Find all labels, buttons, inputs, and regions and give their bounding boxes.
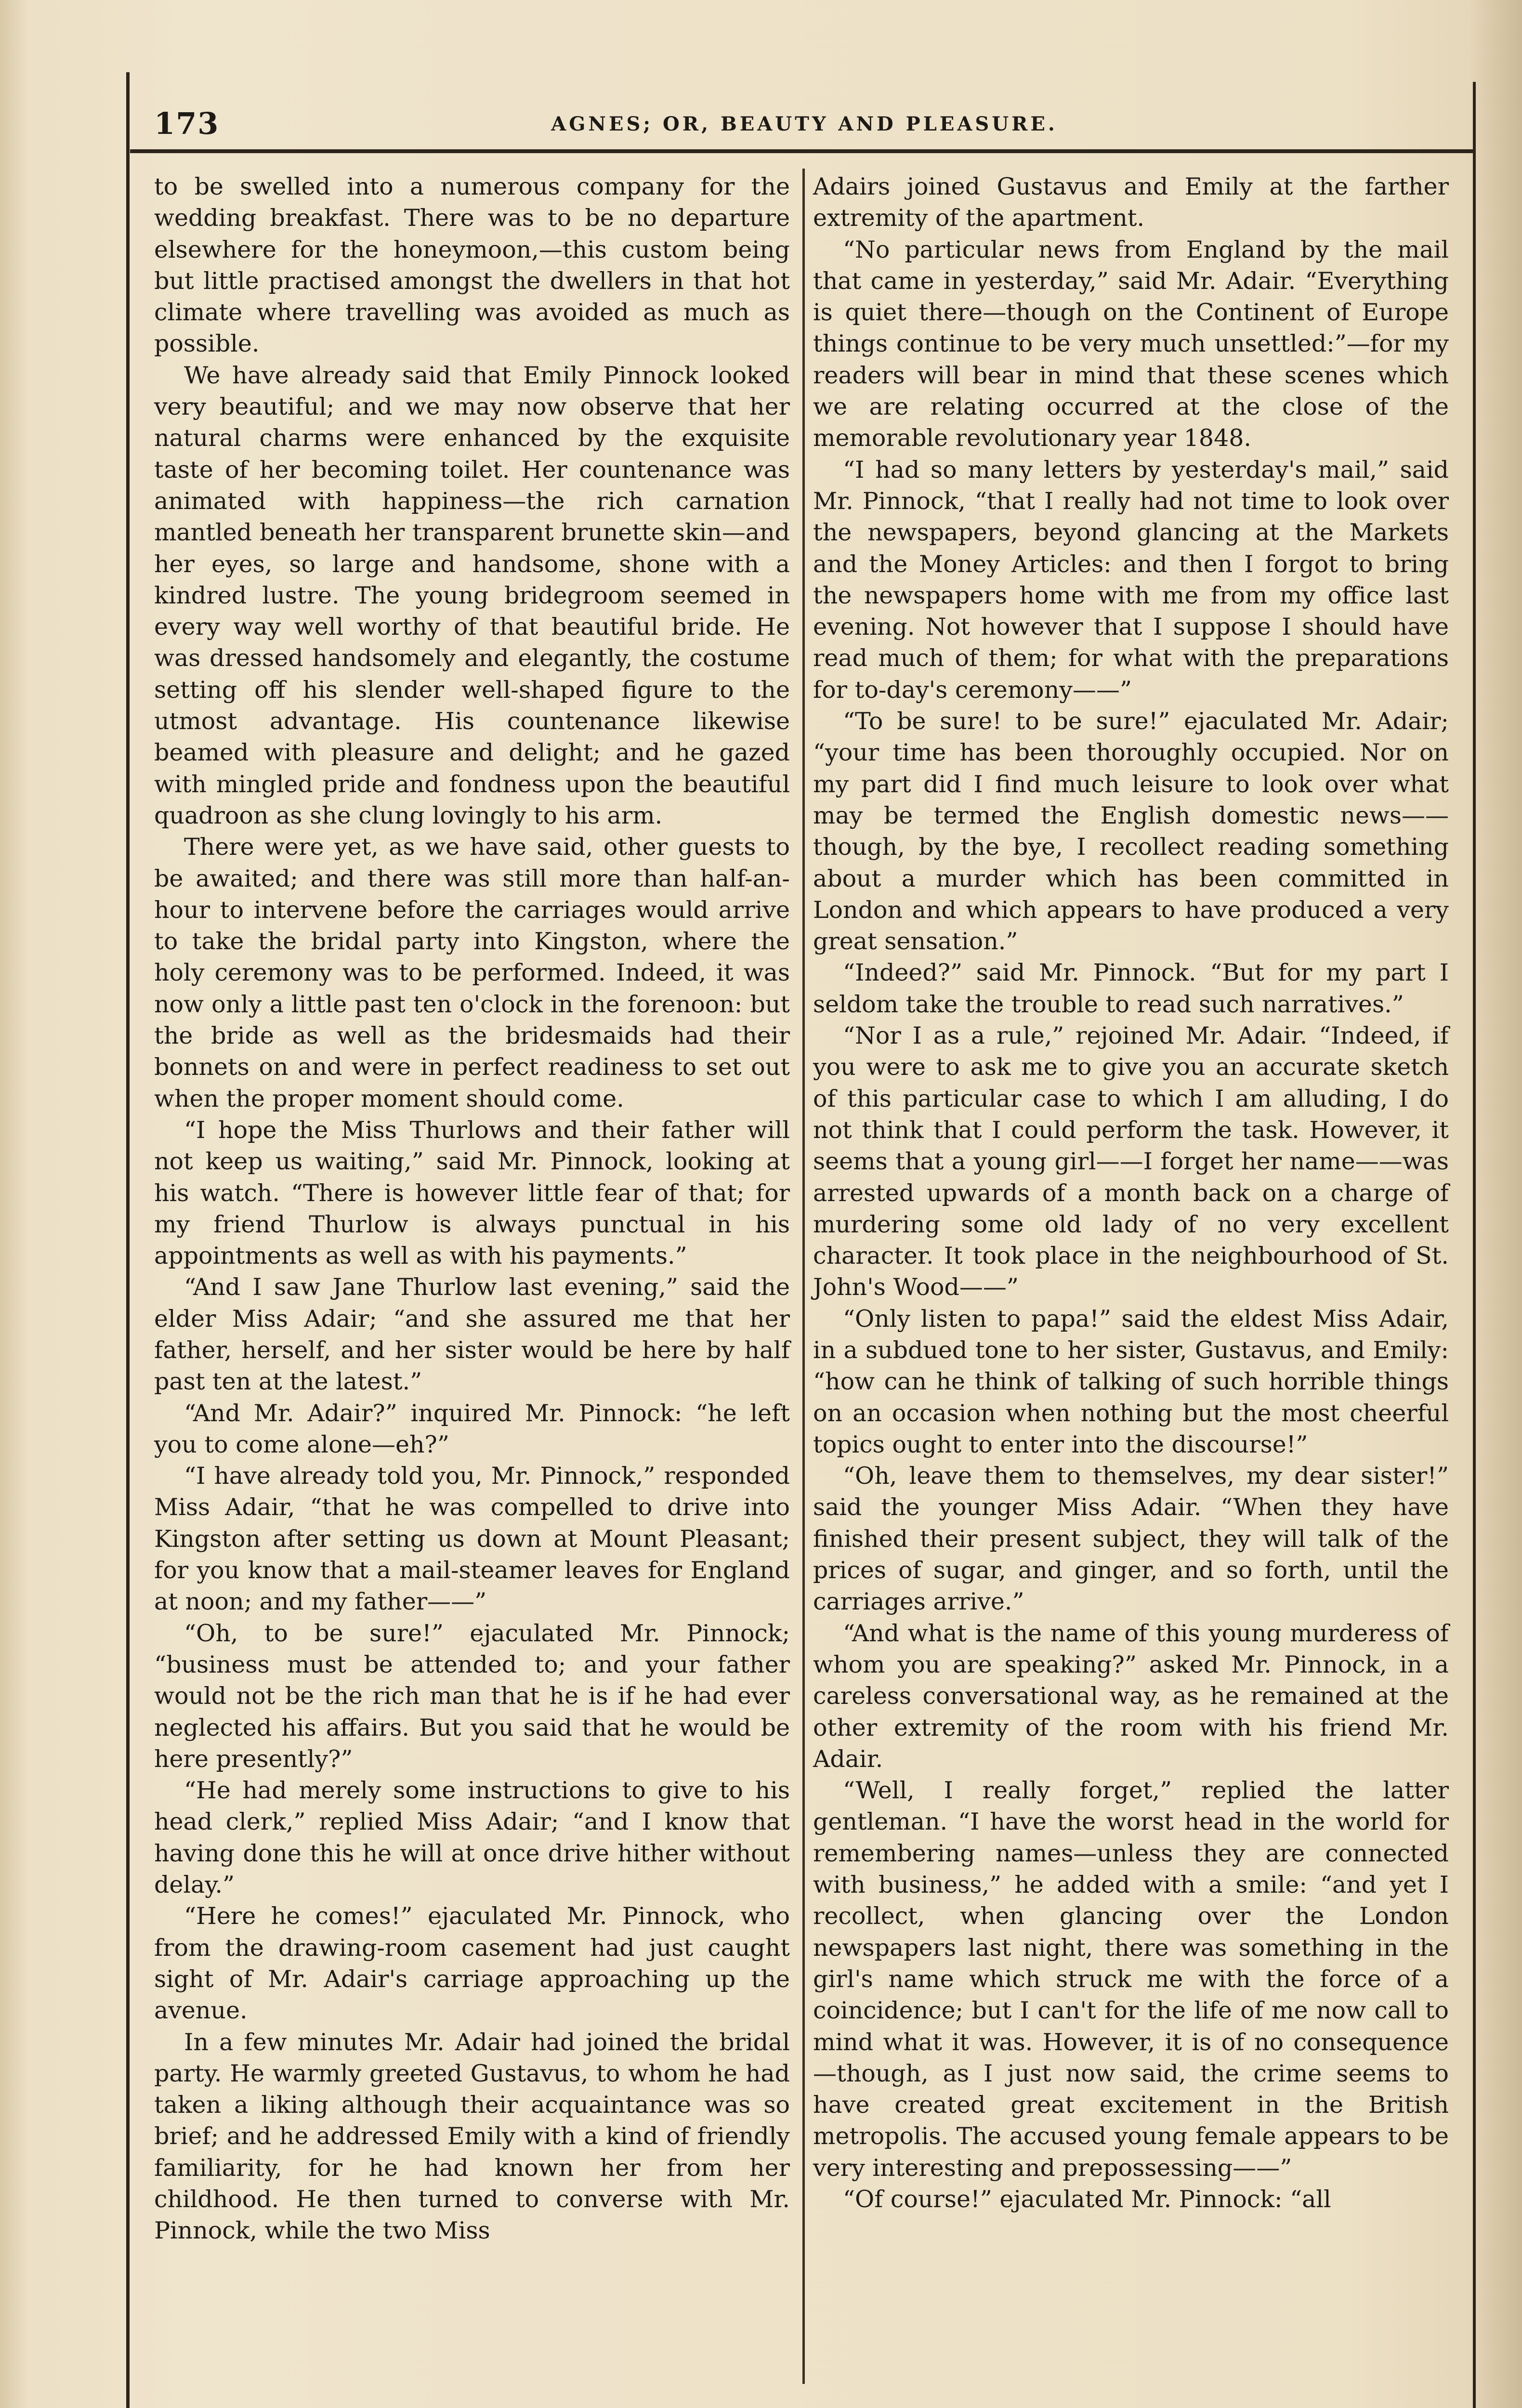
paragraph: “And Mr. Adair?” inquired Mr. Pinnock: “he left you to come alone—eh?” <box>154 1399 790 1458</box>
paragraph: “And what is the name of this young murderess of whom you are speaking?” asked Mr. Pinnock, in a careless conversational way, as he remained at the other extremity of the room with his friend Mr. Adair. <box>813 1619 1449 1773</box>
running-title: AGNES; OR, BEAUTY AND PLEASURE. <box>551 113 1058 135</box>
page-edge-shadow <box>1469 0 1522 2408</box>
paragraph: “I have already told you, Mr. Pinnock,” responded Miss Adair, “that he was compelled to drive into Kingston after setting us down at Mount Pleasant; for you know that a mail-steamer leaves for England at noon; and my father——” <box>154 1462 790 1616</box>
paragraph: “Nor I as a rule,” rejoined Mr. Adair. “Indeed, if you were to ask me to give you an accurate sketch of this particular case to which I am alluding, I do not think that I could perform the task. However, it seems that a young girl——I forget her name——was arrested upwards of a month back on a charge of murdering some old lady of no very excellent character. It took place in the neighbourhood of St. John's Wood——” <box>813 1022 1449 1301</box>
paragraph: “Well, I really forget,” replied the latter gentleman. “I have the worst head in the world for remembering names—unless they are connected with business,” he added with a smile: “and yet I recollect, when glancing over the London newspapers last night, there was something in the girl's name which struck me with the force of a coincidence; but I can't for the life of me now call to mind what it was. However, it is of no consequence—though, as I just now said, the crime seems to have created great excitement in the British metropolis. The accused young female appears to be very interesting and prepossessing——” <box>813 1777 1449 2182</box>
paragraph: In a few minutes Mr. Adair had joined the bridal party. He warmly greeted Gustavus, to whom he had taken a liking although their acquaintance was so brief; and he addressed Emily with a kind of friendly familiarity, for he had known her from her childhood. He then turned to converse with Mr. Pinnock, while the two Miss <box>154 2028 790 2245</box>
page-number: 173 <box>154 106 220 141</box>
paragraph: to be swelled into a numerous company for the wedding breakfast. There was to be no departure elsewhere for the honeymoon,—this custom being but little practised amongst the dwellers in that hot climate where travelling was avoided as much as possible. <box>154 173 790 358</box>
paragraph: “Oh, to be sure!” ejaculated Mr. Pinnock; “business must be attended to; and your father would not be the rich man that he is if he had ever neglected his affairs. But you said that he would be here presently?” <box>154 1619 790 1773</box>
left-column <box>154 171 790 2247</box>
paragraph: “I hope the Miss Thurlows and their father will not keep us waiting,” said Mr. Pinnock, looking at his watch. “There is however little fear of that; for my friend Thurlow is always punctual in his appointments as well as with his payments.” <box>154 1116 790 1270</box>
page-header <box>154 96 1455 144</box>
paragraph: “To be sure! to be sure!” ejaculated Mr. Adair; “your time has been thoroughly occupied. Nor on my part did I find much leisure to look over what may be termed the English domestic news——though, by the bye, I recollect reading something about a murder which has been committed in London and which appears to have produced a very great sensation.” <box>813 707 1449 955</box>
paragraph: “I had so many letters by yesterday's mail,” said Mr. Pinnock, “that I really had not time to look over the newspapers, beyond glancing at the Markets and the Money Articles: and then I forgot to bring the newspapers home with me from my office last evening. Not however that I suppose I should have read much of them; for what with the preparations for to-day's ceremony——” <box>813 456 1449 704</box>
column-divider <box>802 169 805 2384</box>
header-rule <box>130 149 1474 153</box>
paragraph: “Only listen to papa!” said the eldest Miss Adair, in a subdued tone to her sister, Gustavus, and Emily: “how can he think of talking of such horrible things on an occasion when nothing but the most cheerful topics ought to enter into the discourse!” <box>813 1305 1449 1458</box>
paragraph: “Here he comes!” ejaculated Mr. Pinnock, who from the drawing-room casement had just caught sight of Mr. Adair's carriage approaching up the avenue. <box>154 1902 790 2025</box>
paragraph: We have already said that Emily Pinnock looked very beautiful; and we may now observe that her natural charms were enhanced by the exquisite taste of her becoming toilet. Her countenance was animated with happiness—the rich carnation mantled beneath her transparent brunette skin—and her eyes, so large and handsome, shone with a kindred lustre. The young bridegroom seemed in every way well worthy of that beautiful bride. He was dressed handsomely and elegantly, the costume setting off his slender well-shaped figure to the utmost advantage. His countenance likewise beamed with pleasure and delight; and he gazed with mingled pride and fondness upon the beautiful quadroon as she clung lovingly to his arm. <box>154 361 790 829</box>
left-border-rule <box>126 72 130 2408</box>
paragraph: “Of course!” ejaculated Mr. Pinnock: “all <box>843 2186 1331 2213</box>
paragraph: “And I saw Jane Thurlow last evening,” said the elder Miss Adair; “and she assured me that her father, herself, and her sister would be here by half past ten at the latest.” <box>154 1273 790 1396</box>
paragraph: Adairs joined Gustavus and Emily at the farther extremity of the apartment. <box>813 173 1449 232</box>
paragraph: There were yet, as we have said, other guests to be awaited; and there was still more than half-an-hour to intervene before the carriages would arrive to take the bridal party into Kingston, where the holy ceremony was to be performed. Indeed, it was now only a little past ten o'clock in the forenoon: but the bride as well as the bridesmaids had their bonnets on and were in perfect readiness to set out when the proper moment should come. <box>154 833 790 1112</box>
paragraph: “No particular news from England by the mail that came in yesterday,” said Mr. Adair. “Everything is quiet there—though on the Continent of Europe things continue to be very much unsettled:”—for my readers will bear in mind that these scenes which we are relating occurred at the close of the memorable revolutionary year 1848. <box>813 236 1449 452</box>
paragraph: “He had merely some instructions to give to his head clerk,” replied Miss Adair; “and I know that having done this he will at once drive hither without delay.” <box>154 1777 790 1899</box>
right-column <box>813 171 1449 2215</box>
paragraph: “Oh, leave them to themselves, my dear sister!” said the younger Miss Adair. “When they have finished their present subject, they will talk of the prices of sugar, and ginger, and so forth, until the carriages arrive.” <box>813 1462 1449 1616</box>
right-border-rule <box>1473 82 1476 2408</box>
paragraph: “Indeed?” said Mr. Pinnock. “But for my part I seldom take the trouble to read such narratives.” <box>813 959 1449 1018</box>
